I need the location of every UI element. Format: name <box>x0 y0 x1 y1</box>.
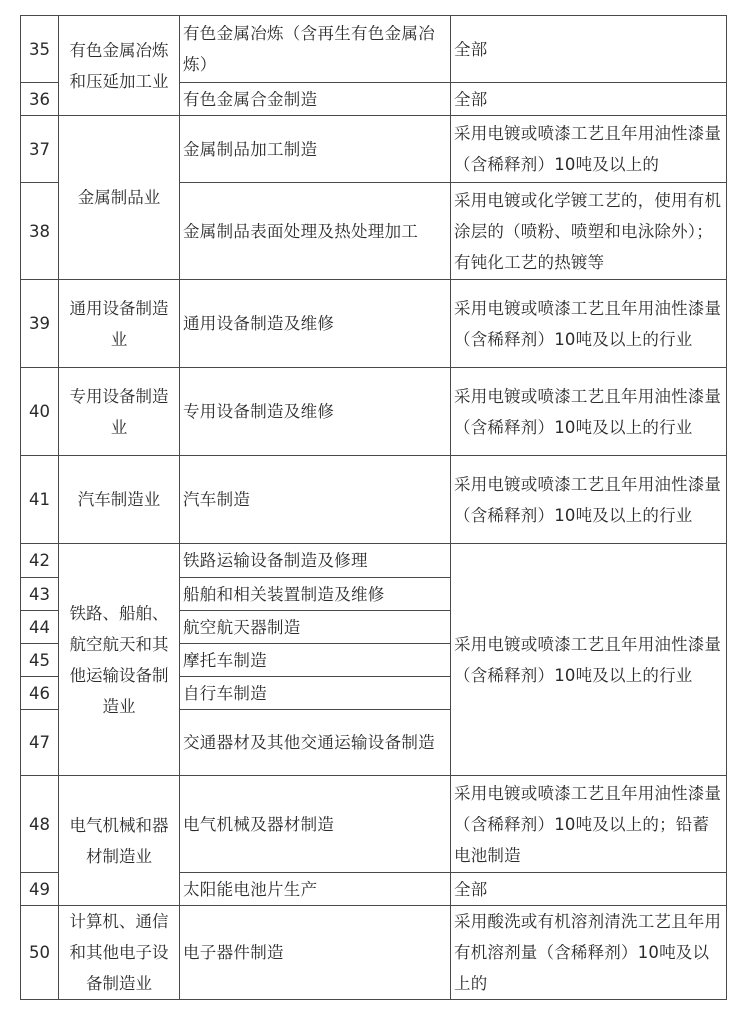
sub-industry: 自行车制造 <box>180 677 451 710</box>
requirement: 全部 <box>451 83 727 116</box>
requirement: 采用电镀或喷漆工艺且年用油性漆量（含稀释剂）10吨及以上的行业 <box>451 368 727 456</box>
row-number: 43 <box>21 578 59 611</box>
requirement: 采用电镀或喷漆工艺且年用油性漆量（含稀释剂）10吨及以上的行业 <box>451 280 727 368</box>
industry-category: 专用设备制造业 <box>59 368 180 456</box>
sub-industry: 电气机械及器材制造 <box>180 776 451 873</box>
table-row <box>21 16 727 83</box>
requirement: 全部 <box>451 873 727 906</box>
row-number: 42 <box>21 544 59 578</box>
requirement: 采用电镀或化学镀工艺的，使用有机涂层的（喷粉、喷塑和电泳除外）；有钝化工艺的热镀等 <box>451 183 727 280</box>
requirement: 采用电镀或喷漆工艺且年用油性漆量（含稀释剂）10吨及以上的 <box>451 116 727 183</box>
sub-industry: 通用设备制造及维修 <box>180 280 451 368</box>
sub-industry: 金属制品表面处理及热处理加工 <box>180 183 451 280</box>
row-number: 47 <box>21 710 59 776</box>
requirement: 采用酸洗或有机溶剂清洗工艺且年用有机溶剂量（含稀释剂）10吨及以上的 <box>451 906 727 1000</box>
sub-industry: 汽车制造 <box>180 456 451 544</box>
table-row <box>21 776 727 873</box>
table-row <box>21 906 727 1000</box>
row-number: 38 <box>21 183 59 280</box>
sub-industry: 太阳能电池片生产 <box>180 873 451 906</box>
sub-industry: 铁路运输设备制造及修理 <box>180 544 451 578</box>
sub-industry: 有色金属冶炼（含再生有色金属冶炼） <box>180 16 451 83</box>
table-row <box>21 280 727 368</box>
row-number: 36 <box>21 83 59 116</box>
industry-category: 铁路、船舶、航空航天和其他运输设备制造业 <box>59 544 180 776</box>
row-number: 37 <box>21 116 59 183</box>
row-number: 49 <box>21 873 59 906</box>
requirement: 全部 <box>451 16 727 83</box>
sub-industry: 船舶和相关装置制造及维修 <box>180 578 451 611</box>
row-number: 35 <box>21 16 59 83</box>
industry-category: 电气机械和器材制造业 <box>59 776 180 906</box>
sub-industry: 金属制品加工制造 <box>180 116 451 183</box>
sub-industry: 专用设备制造及维修 <box>180 368 451 456</box>
row-number: 48 <box>21 776 59 873</box>
row-number: 50 <box>21 906 59 1000</box>
sub-industry: 有色金属合金制造 <box>180 83 451 116</box>
row-number: 46 <box>21 677 59 710</box>
industry-category: 汽车制造业 <box>59 456 180 544</box>
row-number: 40 <box>21 368 59 456</box>
sub-industry: 航空航天器制造 <box>180 611 451 644</box>
industry-category: 金属制品业 <box>59 116 180 280</box>
requirement: 采用电镀或喷漆工艺且年用油性漆量（含稀释剂）10吨及以上的；铅蓄电池制造 <box>451 776 727 873</box>
sub-industry: 摩托车制造 <box>180 644 451 677</box>
requirement: 采用电镀或喷漆工艺且年用油性漆量（含稀释剂）10吨及以上的行业 <box>451 456 727 544</box>
table-row <box>21 544 727 578</box>
table-row <box>21 456 727 544</box>
industry-category: 计算机、通信和其他电子设备制造业 <box>59 906 180 1000</box>
industry-category: 有色金属冶炼和压延加工业 <box>59 16 180 116</box>
table-row <box>21 116 727 183</box>
industry-category: 通用设备制造业 <box>59 280 180 368</box>
table-row <box>21 368 727 456</box>
requirement: 采用电镀或喷漆工艺且年用油性漆量（含稀释剂）10吨及以上的行业 <box>451 544 727 776</box>
sub-industry: 电子器件制造 <box>180 906 451 1000</box>
sub-industry: 交通器材及其他交通运输设备制造 <box>180 710 451 776</box>
row-number: 45 <box>21 644 59 677</box>
row-number: 44 <box>21 611 59 644</box>
row-number: 39 <box>21 280 59 368</box>
industry-table <box>20 15 727 1000</box>
row-number: 41 <box>21 456 59 544</box>
